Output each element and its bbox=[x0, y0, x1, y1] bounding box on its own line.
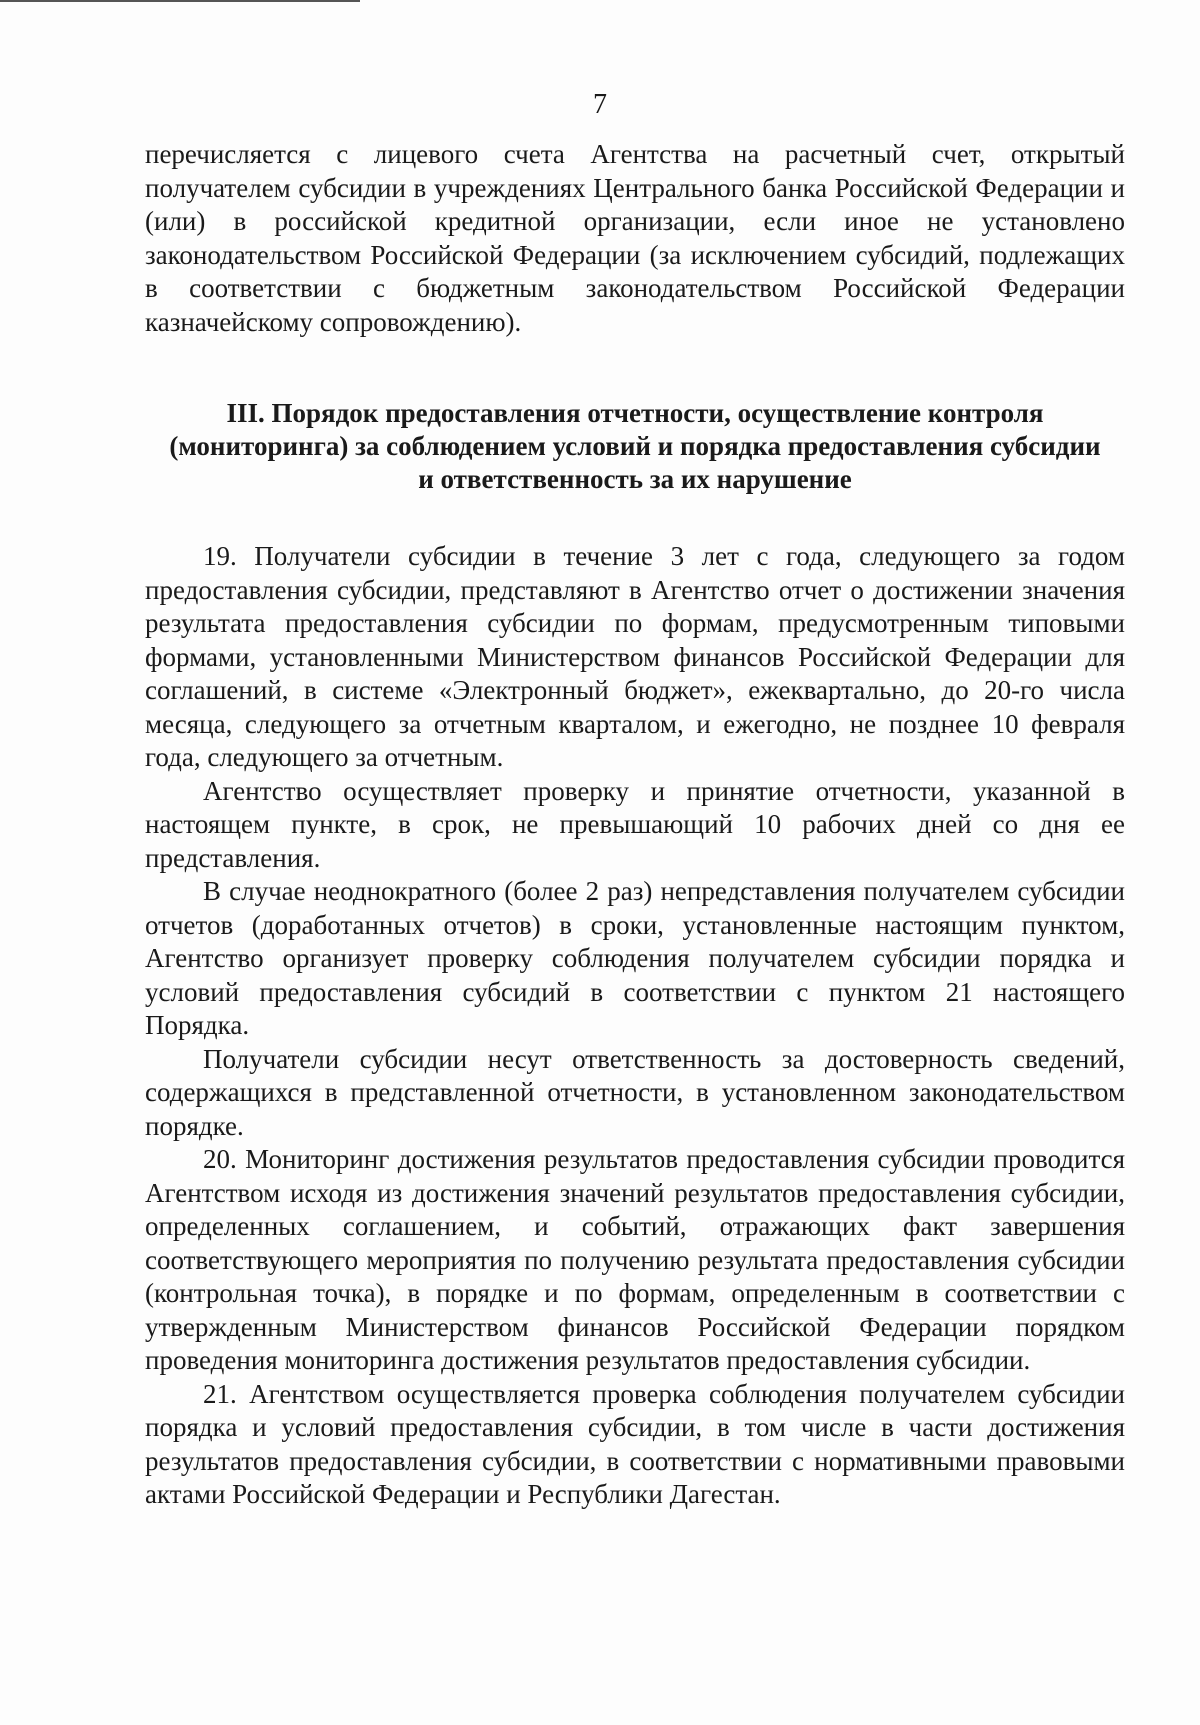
paragraph-19-responsibility: Получатели субсидии несут ответственность за достоверность сведений, содержащихся в представленной отчетности, в установленном законодательством порядке. bbox=[145, 1043, 1125, 1141]
paragraph-19-verification: Агентство осуществляет проверку и принятие отчетности, указанной в настоящем пункте, в срок, не превышающий 10 рабочих дней со дня ее представления. bbox=[145, 775, 1125, 873]
top-edge-rule bbox=[0, 0, 360, 2]
page-number: 7 bbox=[593, 89, 607, 120]
paragraph-21: 21. Агентством осуществляется проверка соблюдения получателем субсидии порядка и условий предоставления субсидии, в том числе в части достижения результатов предоставления субсидии, в соответствии с нормативными правовыми актами Российской Федерации и Республики Дагестан. bbox=[145, 1378, 1125, 1509]
paragraph-20: 20. Мониторинг достижения результатов предоставления субсидии проводится Агентством исходя из достижения значений результатов предоставления субсидии, определенных соглашением, и событий, отражающих факт завершения соответствующего мероприятия по получению результата предоставления субсидии (контрольная точка), в порядке и по формам, определенным в соответствии с утвержденным Министерством финансов Российской Федерации порядком проведения мониторинга достижения результатов предоставления субсидии. bbox=[145, 1144, 1125, 1375]
section-heading: III. Порядок предоставления отчетности, осуществление контроля (мониторинга) за соблюдением условий и порядка предоставления субсидии и ответственность за их нарушение bbox=[169, 398, 1101, 494]
paragraph-19: 19. Получатели субсидии в течение 3 лет с года, следующего за годом предоставления субсидии, представляют в Агентство отчет о достижении значения результата предоставления субсидии по формам, предусмотренным типовыми формами, установленными Министерством финансов Российской Федерации для соглашений, в системе «Электронный бюджет», ежеквартально, до 20-го числа месяца, следующего за отчетным кварталом, и ежегодно, не позднее 10 февраля года, следующего за отчетным. bbox=[145, 541, 1125, 772]
paragraph-19-nonsubmission: В случае неоднократного (более 2 раз) непредставления получателем субсидии отчетов (доработанных отчетов) в сроки, установленные настоящим пунктом, Агентство организует проверку соблюдения получателем субсидии порядка и условий предоставления субсидий в соответствии с пунктом 21 настоящего Порядка. bbox=[145, 876, 1125, 1040]
document-body bbox=[145, 138, 1125, 1512]
intro-paragraph: перечисляется с лицевого счета Агентства на расчетный счет, открытый получателем субсидии в учреждениях Центрального банка Российской Федерации и (или) в российской кредитной организации, если иное не установлено законодательством Российской Федерации (за исключением субсидий, подлежащих в соответствии с бюджетным законодательством Российской Федерации казначейскому сопровождению). bbox=[145, 139, 1125, 337]
